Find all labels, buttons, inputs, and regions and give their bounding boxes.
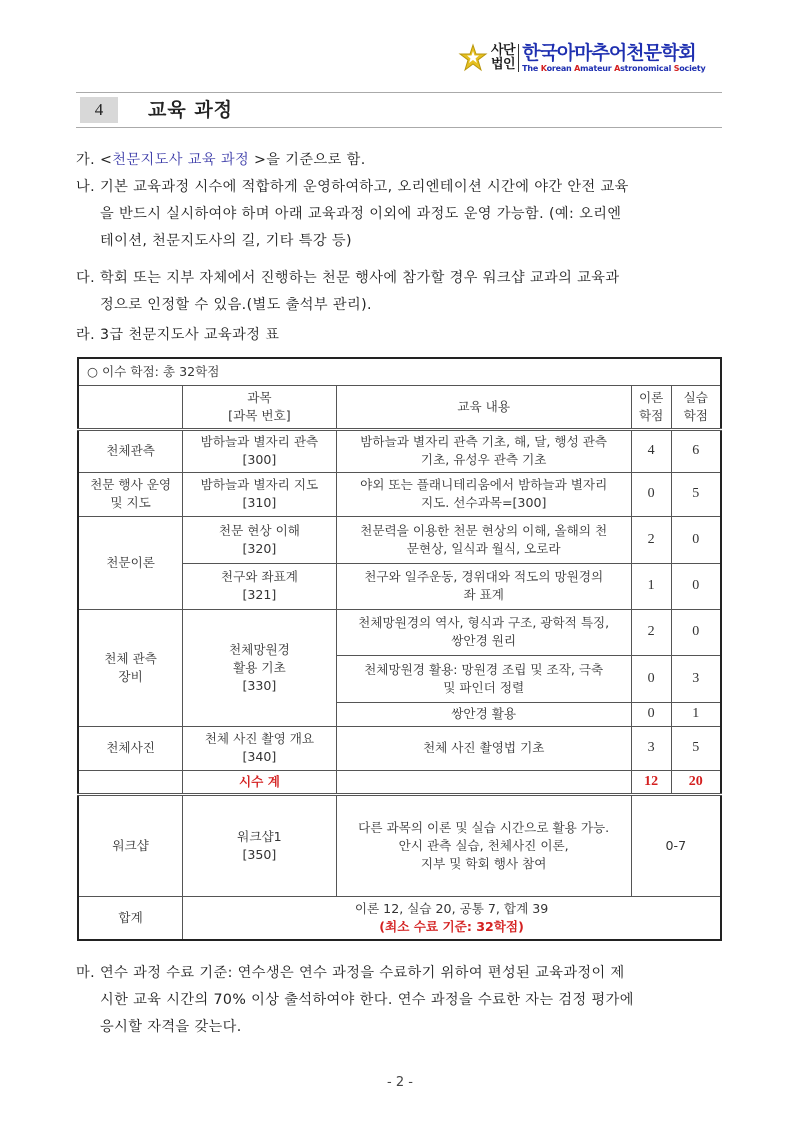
practice-cell: 0 <box>671 609 721 655</box>
table-row <box>78 429 721 472</box>
paragraph-text: 을 반드시 실시하여야 하며 아래 교육과정 이외에 과정도 운영 가능함. (예: 오리엔 <box>100 206 622 222</box>
corp-line-1: 사단 <box>491 43 516 58</box>
category-cell: 천문 행사 운영 및 지도 <box>78 472 183 516</box>
table-header-row <box>78 385 721 429</box>
content-cell: 천체 사진 촬영법 기초 <box>336 726 631 770</box>
category-cell: 천체관측 <box>78 429 183 472</box>
item-marker: 마. <box>76 965 96 981</box>
paragraph-da <box>76 265 726 319</box>
total-credits-caption: ○ 이수 학점: 총 32학점 <box>78 358 721 385</box>
category-cell: 천체사진 <box>78 726 183 770</box>
item-marker: 라. <box>76 327 96 343</box>
page-number: - 2 - <box>387 1075 413 1090</box>
item-marker: 가. <box>76 152 96 168</box>
header-content: 교육 내용 <box>336 385 631 429</box>
paragraph-text: 기본 교육과정 시수에 적합하게 운영하여하고, 오리엔테이션 시간에 야간 안전 교육 <box>100 179 629 195</box>
subject-cell: 천구와 좌표계 [321] <box>183 563 337 609</box>
theory-cell: 2 <box>631 516 671 563</box>
section-title: 교육 과정 <box>148 99 234 121</box>
total-row <box>78 896 721 940</box>
item-marker: 다. <box>76 270 96 286</box>
header-theory-credits: 이론 학점 <box>631 385 671 429</box>
practice-cell: 0 <box>671 516 721 563</box>
subject-cell: 워크샵1 [350] <box>183 794 337 896</box>
header-category <box>78 385 183 429</box>
workshop-row <box>78 794 721 896</box>
content-cell: 천구와 일주운동, 경위대와 적도의 망원경의 좌 표계 <box>336 563 631 609</box>
society-name-english: The Korean Amateur Astronomical Society <box>522 63 706 73</box>
theory-cell: 2 <box>631 609 671 655</box>
content-cell: 천문력을 이용한 천문 현상의 이해, 올해의 천 문현상, 일식과 월식, 오로라 <box>336 516 631 563</box>
header-subject: 과목 [과목 번호] <box>183 385 337 429</box>
table-caption-row <box>78 358 721 385</box>
paragraph-text: >을 기준으로 함. <box>249 152 366 168</box>
table-row <box>78 726 721 770</box>
society-logo <box>458 40 706 76</box>
category-cell: 천체 관측 장비 <box>78 609 183 726</box>
header-practice-credits: 실습 학점 <box>671 385 721 429</box>
subtotal-row <box>78 770 721 794</box>
practice-cell: 0 <box>671 563 721 609</box>
section-number: 4 <box>80 97 118 123</box>
star-icon <box>458 43 488 73</box>
practice-cell: 5 <box>671 472 721 516</box>
table-row <box>78 609 721 655</box>
content-cell: 천체망원경 활용: 망원경 조립 및 조작, 극축 및 파인더 정렬 <box>336 655 631 702</box>
bracket-open: < <box>100 152 113 168</box>
table-row <box>78 516 721 563</box>
content-cell: 다른 과목의 이론 및 실습 시간으로 활용 가능. 안시 관측 실습, 천체사진 이론, 지부 및 학회 행사 참여 <box>336 794 631 896</box>
theory-cell: 0 <box>631 655 671 702</box>
corporation-label <box>491 44 519 72</box>
practice-cell: 5 <box>671 726 721 770</box>
paragraph-ma <box>76 960 726 1041</box>
subject-cell: 천체 사진 촬영 개요 [340] <box>183 726 337 770</box>
paragraph-text: 학회 또는 지부 자체에서 진행하는 천문 행사에 참가할 경우 워크샵 교과의 교육과 <box>100 270 620 286</box>
paragraph-text: 정으로 인정할 수 있음.(별도 출석부 관리). <box>100 297 372 313</box>
subtotal-content-cell <box>336 770 631 794</box>
practice-cell: 1 <box>671 702 721 726</box>
paragraph-ga <box>76 147 726 174</box>
theory-cell: 0 <box>631 472 671 516</box>
content-cell: 밤하늘과 별자리 관측 기초, 해, 달, 행성 관측 기초, 유성우 관측 기초 <box>336 429 631 472</box>
subtotal-theory: 12 <box>631 770 671 794</box>
minimum-completion-criterion: (최소 수료 기준: 32학점) <box>379 918 524 934</box>
subtotal-label: 시수 계 <box>183 770 337 794</box>
item-marker: 나. <box>76 179 96 195</box>
table-row <box>78 472 721 516</box>
paragraph-text: 테이션, 천문지도사의 길, 기타 특강 등) <box>100 233 352 249</box>
paragraph-ra <box>76 322 726 349</box>
paragraph-text: 연수 과정 수료 기준: 연수생은 연수 과정을 수료하기 위하여 편성된 교육과정이 제 <box>100 965 625 981</box>
practice-cell: 3 <box>671 655 721 702</box>
workshop-credits: 0-7 <box>631 794 721 896</box>
society-name-korean: 한국아마추어천문학회 <box>522 41 696 64</box>
total-summary: 이론 12, 실습 20, 공통 7, 합계 39 (최소 수료 기준: 32학점) <box>183 896 721 940</box>
content-cell: 야외 또는 플래니테리움에서 밤하늘과 별자리 지도. 선수과목=[300] <box>336 472 631 516</box>
content-cell: 천체망원경의 역사, 형식과 구조, 광학적 특징, 쌍안경 원리 <box>336 609 631 655</box>
curriculum-link[interactable]: 천문지도사 교육 과정 <box>112 152 250 168</box>
paragraph-text: 3급 천문지도사 교육과정 표 <box>100 327 280 343</box>
curriculum-table <box>77 357 722 941</box>
paragraph-text: 응시할 자격을 갖는다. <box>100 1019 242 1035</box>
corp-line-2: 법인 <box>491 57 516 72</box>
theory-cell: 0 <box>631 702 671 726</box>
paragraph-text: 시한 교육 시간의 70% 이상 출석하여야 한다. 연수 과정을 수료한 자는 검정 평가에 <box>100 992 634 1008</box>
category-cell: 워크샵 <box>78 794 183 896</box>
subject-cell: 밤하늘과 별자리 지도 [310] <box>183 472 337 516</box>
theory-cell: 1 <box>631 563 671 609</box>
section-heading <box>76 92 722 128</box>
subtotal-category-cell <box>78 770 183 794</box>
theory-cell: 4 <box>631 429 671 472</box>
subject-cell: 천문 현상 이해 [320] <box>183 516 337 563</box>
subtotal-practice: 20 <box>671 770 721 794</box>
theory-cell: 3 <box>631 726 671 770</box>
practice-cell: 6 <box>671 429 721 472</box>
subject-cell: 천체망원경 활용 기초 [330] <box>183 609 337 726</box>
content-cell: 쌍안경 활용 <box>336 702 631 726</box>
category-cell: 천문이론 <box>78 516 183 609</box>
subject-cell: 밤하늘과 별자리 관측 [300] <box>183 429 337 472</box>
total-label: 합계 <box>78 896 183 940</box>
paragraph-na <box>76 174 726 255</box>
